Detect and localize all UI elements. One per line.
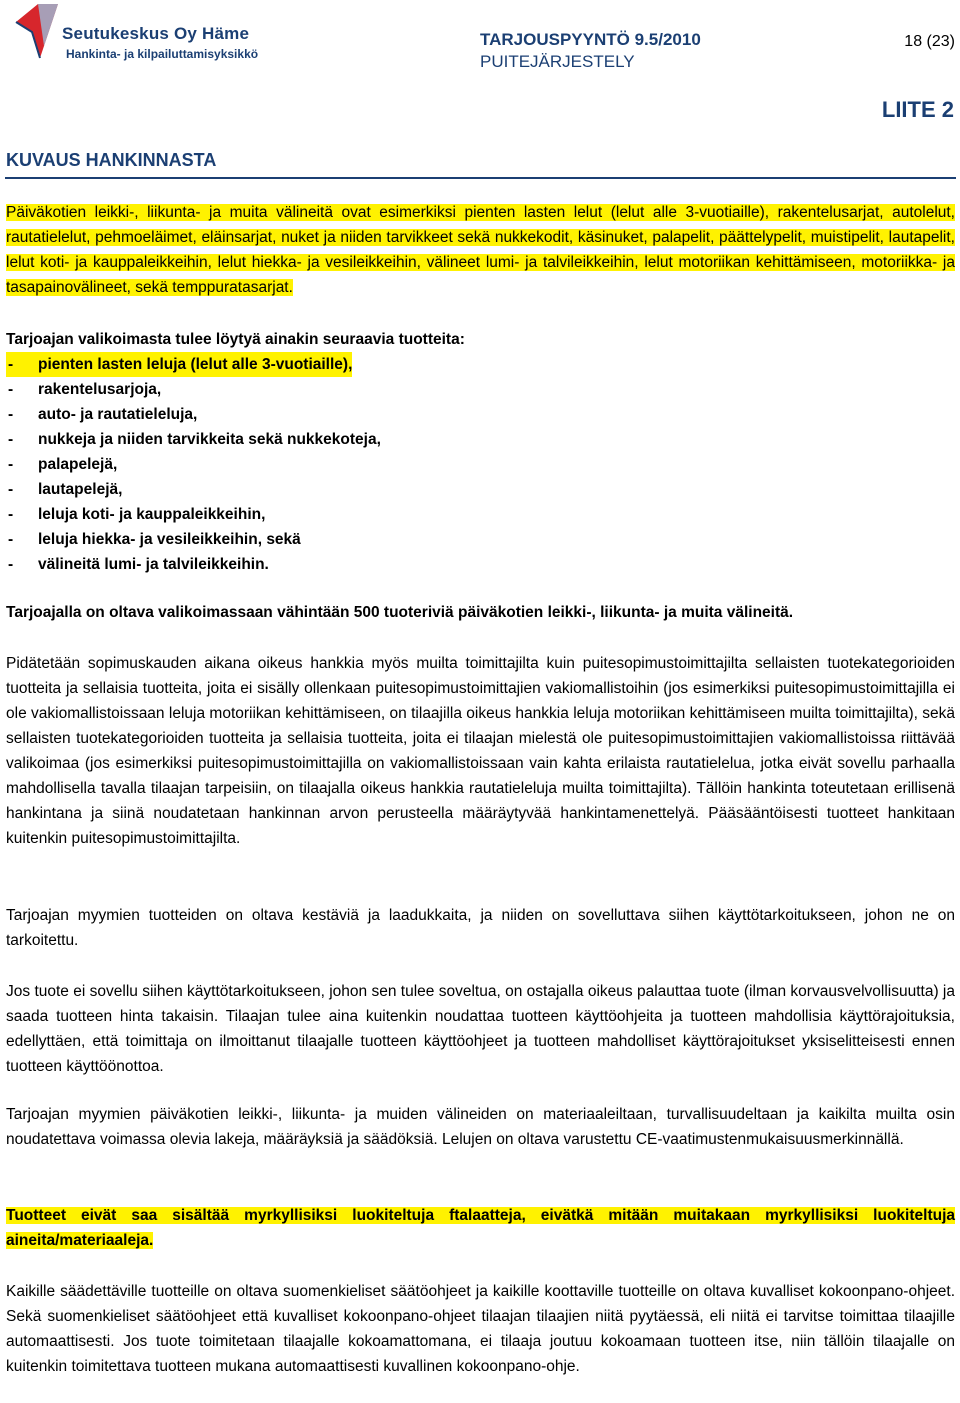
unit-name: Hankinta- ja kilpailuttamisyksikkö bbox=[66, 47, 259, 61]
company-name: Seutukeskus Oy Häme bbox=[62, 24, 250, 43]
list-item: - pienten lasten leluja (lelut alle 3-vuotiaille), bbox=[6, 352, 946, 377]
intro-paragraph bbox=[6, 200, 955, 300]
appendix-label: LIITE 2 bbox=[881, 97, 954, 122]
product-list bbox=[6, 352, 946, 577]
arrow-logo-icon bbox=[14, 2, 60, 60]
paragraph-reservation: Pidätetään sopimuskauden aikana oikeus hankkia myös muilta toimittajilta kuin puitesopimustoimittajilta sellaisten tuotekategorioiden tuotteita ja sellaisia tuotteita, joita ei sisälly ollenkaan puitesopimustoimittajien vakiomallistoihin (jos esimerkiksi puitesopimustoimittajilla ei ole vakiomallistoissaan leluja motoriikan kehittämiseen, on tilaajilla oikeus hankkia leluja motoriikan kehittämiseen muilta toimittajilta), sekä sellaisten tuotekategorioiden tuotteita ja sellaisia tuotteita, joita ei tilaajan mielestä ole puitesopimustoimittajien vakiomallistoissa riittävää valikoimaa (jos esimerkiksi puitesopimustoimittajilla on vakiomallistoissaan vain kahta erilaista rautatielelua, jotka eivät sovellu parhaalla mahdollisella tavalla tilaajan tarpeisiin, on tilaajalla oikeus hankkia rautatieleluja muilta toimittajilta). Tällöin hankinta toteutetaan erillisenä hankintana ja siinä noudatetaan hankinnan arvon perusteella määräytyvää hankintamenettelyä. Pääsääntöisesti tuotteet hankitaan kuitenkin puitesopimustoimittajilta. bbox=[6, 655, 955, 847]
page-number: 18 (23) bbox=[904, 33, 955, 50]
minimum-rows-requirement: Tarjoajalla on oltava valikoimassaan vähintään 500 tuoteriviä päiväkotien leikki-, liikunta- ja muita välineitä. bbox=[6, 604, 794, 621]
list-item: - lautapelejä, bbox=[8, 481, 123, 498]
list-item: - rakentelusarjoja, bbox=[8, 381, 162, 398]
list-heading: Tarjoajan valikoimasta tulee löytyä ainakin seuraavia tuotteita: bbox=[6, 331, 465, 348]
document-subtitle: PUITEJÄRJESTELY bbox=[480, 52, 635, 71]
list-item: - nukkeja ja niiden tarvikkeita sekä nukkekoteja, bbox=[8, 431, 381, 448]
section-title: KUVAUS HANKINNASTA bbox=[6, 150, 217, 170]
list-item: - palapelejä, bbox=[8, 456, 118, 473]
paragraph-returns: Jos tuote ei sovellu siihen käyttötarkoitukseen, johon sen tulee soveltua, on ostajalla oikeus palauttaa tuote (ilman korvausvelvollisuutta) ja saada tuotteen hinta takaisin. Tilaajan tulee aina kuitenkin noudattaa tuotteen käyttöohjeita ja tuotteen mahdollisia käyttörajoituksia, edellyttäen, että toimittaja on ilmoittanut tilaajalle tuotteen käyttöohjeet ja tuotteen mahdolliset käyttörajoitukset yksiselitteisesti ennen tuotteen käyttöönottoa. bbox=[6, 983, 955, 1075]
document-title: TARJOUSPYYNTÖ 9.5/2010 bbox=[480, 30, 701, 49]
paragraph-toxic-substances: Tuotteet eivät saa sisältää myrkyllisiksi luokiteltuja ftalaatteja, eivätkä mitään muitakaan myrkyllisiksi luokiteltuja aineita/materiaaleja. bbox=[6, 1207, 955, 1249]
list-item: - auto- ja rautatieleluja, bbox=[8, 406, 198, 423]
paragraph-regulations: Tarjoajan myymien päiväkotien leikki-, liikunta- ja muiden välineiden on materiaaleiltaan, turvallisuudeltaan ja kaikilta muilta osin noudatettava voimassa olevia lakeja, määräyksiä ja säädöksiä. Lelujen on oltava varustettu CE-vaatimustenmukaisuusmerkinnällä. bbox=[6, 1106, 955, 1148]
paragraph-quality: Tarjoajan myymien tuotteiden on oltava kestäviä ja laadukkaita, ja niiden on sovelluttava siihen käyttötarkoitukseen, johon ne on tarkoitettu. bbox=[6, 907, 955, 949]
paragraph-instructions: Kaikille säädettäville tuotteille on oltava suomenkieliset säätöohjeet ja kaikille koottaville tuotteille on oltava kuvalliset kokoonpano-ohjeet. Sekä suomenkieliset säätöohjeet että kuvalliset kokoonpano-ohjeet tilaajan tilaajien niitä pyytäessä, eli niitä ei tarvitse toimittaa tilaajille automaattisesti. Jos tuote toimitetaan tilaajalle kokoamattomana, ei tilaaja joutuu kokoamaan tuotteen itse, niin tällöin tilaajalle on kuitenkin toimitettava tuotteen mukana automaattisesti kuvallinen kokoonpano-ohje. bbox=[6, 1283, 955, 1375]
list-item: - leluja koti- ja kauppaleikkeihin, bbox=[8, 506, 266, 523]
intro-text: Päiväkotien leikki-, liikunta- ja muita välineitä ovat esimerkiksi pienten lasten lelut (lelut alle 3-vuotiaille), rakentelusarjat, autolelut, rautatielelut, pehmoeläimet, eläinsarjat, nuket ja niiden tarvikkeet sekä nukkekodit, käsinuket, palapelit, päättelypelit, muistipelit, lautapelit, lelut koti- ja kauppaleikkeihin, lelut hiekka- ja vesileikkeihin, välineet lumi- ja talvileikkeihin, lelut motoriikan kehittämiseen, motoriikka- ja tasapainovälineet, sekä temppuratasarjat. bbox=[6, 204, 955, 296]
header-divider bbox=[5, 177, 956, 179]
list-item: - leluja hiekka- ja vesileikkeihin, sekä bbox=[8, 531, 301, 548]
list-item: - välineitä lumi- ja talvileikkeihin. bbox=[8, 556, 269, 573]
